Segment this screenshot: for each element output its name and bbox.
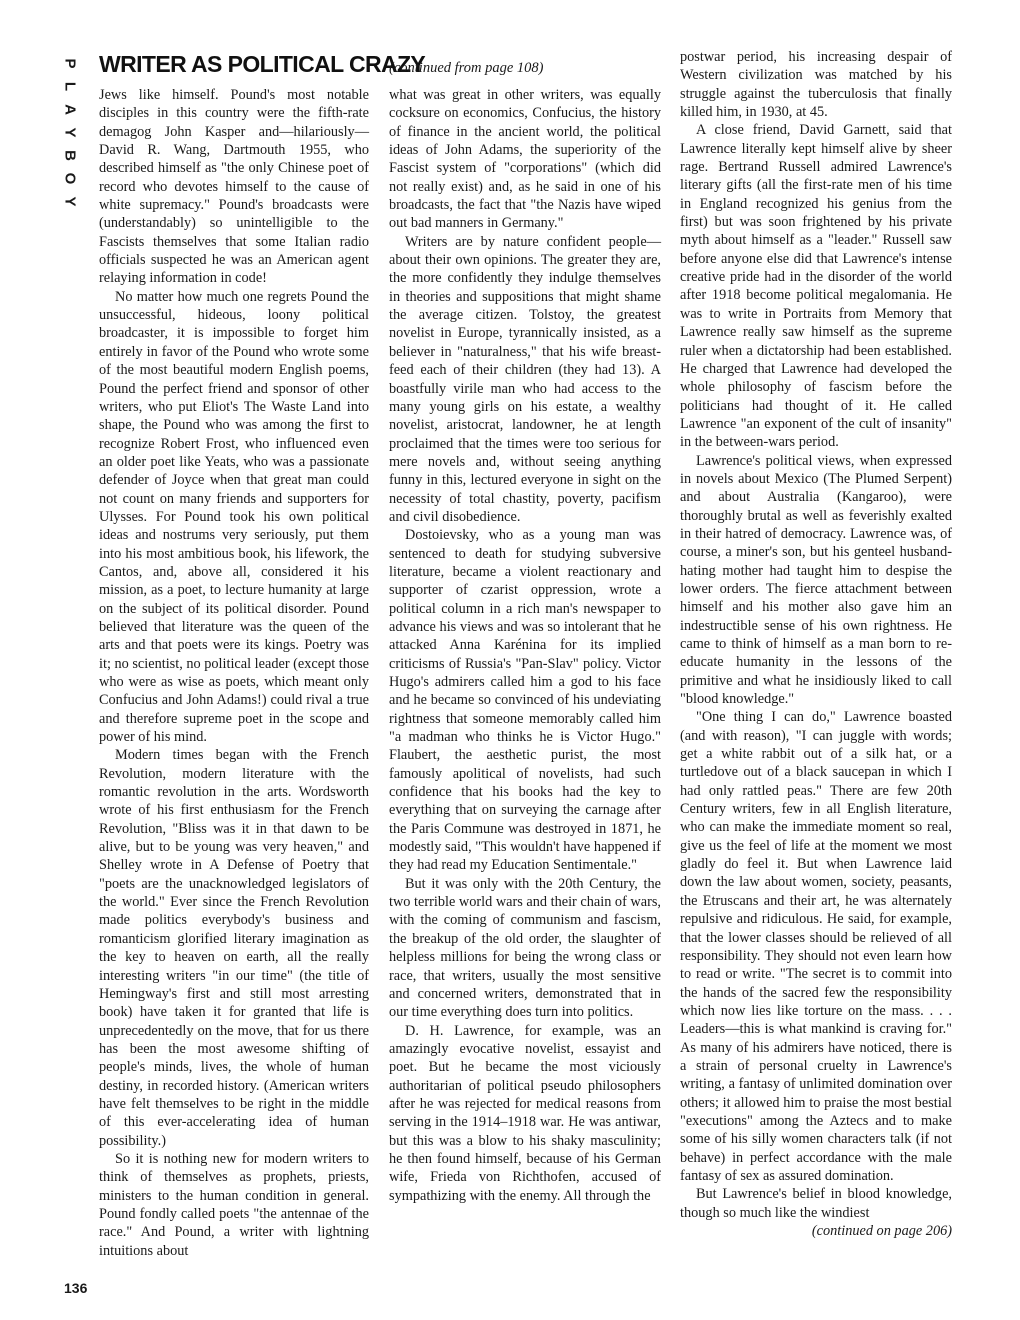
paragraph: Writers are by nature confident people—about their own opinions. The greater they are, the more confidently they indulge themselves in theories and suppositions that might shame the average citizen. Tolstoy, the greatest novelist in Europe, tyrannically insisted, as a believer in "naturalness," that his wife breast-feed each of their children (they had 13). A boastfully virile man who had access to the many young girls on his estate, a wealthy novelist, aristocrat, landowner, he at length proclaimed that the times were too serious for mere novels and, without seeing anything funny in this, lectured everyone in sight on the necessity of total chastity, poverty, pacifism and civil disobedience. <box>389 233 661 525</box>
continued-from-note: (continued from page 108) <box>389 60 544 76</box>
paragraph: So it is nothing new for modern writers to think of themselves as prophets, priests, ministers to the human condition in general. Pound fondly called poets "the antennae of the race." And Pound, a writer with lightning intuitions about <box>99 1150 369 1259</box>
paragraph: postwar period, his increasing despair of Western civilization was matched by his struggle against the tuberculosis that finally killed him, in 1930, at 45. <box>680 49 952 121</box>
article-headline: WRITER AS POLITICAL CRAZY <box>99 51 426 77</box>
brand-letter: Y <box>61 127 79 138</box>
column-2 <box>389 86 661 1205</box>
column-3 <box>680 48 952 1240</box>
paragraph: "One thing I can do," Lawrence boasted (and with reason), "I can juggle with words; get a white rabbit out of a silk hat, or a turtledove out of a black saucepan in which I had only rattled peas." There are few 20th Century writers, few in all English literature, who can make the immediate moment so real, give us the feel of life at the moment we most gladly do feel it. But when Lawrence laid down the law about women, society, peasants, the Etruscans and their art, he was alternately repulsive and ridiculous. He said, for example, that the lower classes should be relieved of all responsibility. They should not even learn how to read or write. "The secret is to commit into the hands of the sacred few the responsibility which now lies like torture on the mass. . . . Leaders—this is what mankind is craving for." As many of his admirers have noticed, there is a strain of personal cruelty in Lawrence's writing, a fantasy of unlimited domination over others; it allowed him to praise the most bestial "executions" among the Aztecs and to make some of his silly women characters talk (if not behave) in perfect accordance with the male fantasy of sex as assured domination. <box>680 709 952 1184</box>
paragraph: A close friend, David Garnett, said that Lawrence literally kept himself alive by sheer rage. Bertrand Russell admired Lawrence's literary gifts (all the first-rate men of his time in England recognized his genius from the first) but was soon frightened by his private myth about himself as a "leader." Russell saw before anyone else did that Lawrence's intense creative pride had in the disorder of the world after 1918 become political megalomania. He was to write in Portraits from Memory that Lawrence really saw himself as the supreme ruler when a dictatorship had been established. He charged that Lawrence had developed the whole philosophy of fascism before the politicians had thought of it. He called Lawrence "an exponent of the cult of insanity" in the between-wars period. <box>680 122 952 451</box>
paragraph: what was great in other writers, was equally cocksure on economics, Confucius, the history of finance in the ancient world, the political ideas of John Adams, the superiority of the Fascist system of "corporations" (which did not really exist) and, as he said in one of his broadcasts, the fact that "the Nazis have wiped out bad manners in Germany." <box>389 87 661 232</box>
magazine-brand-vertical <box>58 52 82 213</box>
paragraph: Jews like himself. Pound's most notable disciples in this country were the fifth-rate demagog John Kasper and—hilariously—David R. Wang, Dartmouth 1955, who described himself as "the only Chinese poet of record who devotes himself to the cause of white supremacy." Pound's broadcasts were (understandably) so unintelligible to the Fascists themselves that some Italian radio officials suspected he was an American agent relaying information in code! <box>99 87 369 287</box>
paragraph: D. H. Lawrence, for example, was an amazingly evocative novelist, essayist and poet. But he became the most viciously authoritarian of political pseudo philosophers after he was rejected for medical reasons from serving in the 1914–1918 war. He was antiwar, but this was a blow to his shaky masculinity; he then found himself, because of his German wife, Frieda von Richthofen, accused of sympathizing with the enemy. All through the <box>389 1022 661 1204</box>
paragraph: Modern times began with the French Revolution, modern literature with the romantic revolution in the arts. Wordsworth wrote of his first enthusiasm for the French Revolution, "Bliss was it in that dawn to be alive, but to be young was very heaven," and Shelley wrote in A Defense of Poetry that "poets are the unacknowledged legislators of the world." Ever since the French Revolution made politics everybody's business and romanticism glorified literary imagination as the key to heaven on earth, all the really interesting writers "in our time" (the title of Hemingway's first and still most arresting book) have taken it for granted that life is unprecedentedly on the move, that for us there has been the most awesome shifting of people's minds, lives, the whole of human destiny, in recorded history. (American writers have felt themselves to be right in the middle of this ever-accelerating idea of human possibility.) <box>99 747 369 1149</box>
paragraph: But it was only with the 20th Century, the two terrible world wars and their chain of wars, with the coming of communism and fascism, the breakup of the old order, the slaughter of helpless millions for being the wrong class or race, that writers, usually the most sensitive and concerned writers, demonstrated that in our time everything does turn into politics. <box>389 875 661 1021</box>
brand-letter: A <box>61 104 79 115</box>
brand-letter: L <box>61 81 79 92</box>
brand-letter: P <box>61 58 79 69</box>
paragraph: Dostoievsky, who as a young man was sentenced to death for studying subversive literature, became a violent reactionary and supporter of czarist oppression, wrote a political column in a rich man's newspaper to advance his views and was so intolerant that he attacked Anna Karénina for its implied criticisms of Russia's "Pan-Slav" policy. Victor Hugo's admirers called him a god to his face and he became so convinced of his undeviating rightness that someone memorably called him "a madman who thinks he is Victor Hugo." Flaubert, the aesthetic purist, the most famously apolitical of novelists, had such confidence that his books had the key to everything that on surveying the carnage after the Paris Commune was destroyed in 1871, he modestly said, "This wouldn't have happened if they had read my Education Sentimentale." <box>389 527 661 874</box>
paragraph: Lawrence's political views, when expressed in novels about Mexico (The Plumed Serpent) and about Australia (Kangaroo), were thoroughly brutal as well as feverishly exalted in their hatred of democracy. Lawrence was, of course, a miner's son, but his genteel husband-hating mother had taught him to despise the lower orders. The fierce attachment between himself and his mother also gave him an indestructible sense of his own rightness. He came to think of himself as a man born to re-educate humanity in the lessons of the primitive and what he insidiously liked to call "blood knowledge." <box>680 452 952 708</box>
paragraph: No matter how much one regrets Pound the unsuccessful, hideous, loony political broadcaster, it is impossible to forget him entirely in favor of the Pound who wrote some of the most beautiful modern English poems, Pound the perfect friend and sponsor of other writers, who put Eliot's The Waste Land into shape, the Pound who was among the first to recognize Robert Frost, who influenced even an older poet like Yeats, who was a passionate defender of Joyce when that great man could not count on many friends and supporters for Ulysses. For Pound took his own political ideas and nostrums very seriously, put them into his most ambitious book, his lifework, the Cantos, and, above all, considered it his mission, as a poet, to lecture humanity at large on the subject of its political disorder. Pound believed that literature was the queen of the arts and that poets were its kings. Poetry was it; no scientist, no political leader (except those who were as wise as poets, which meant only Confucius and John Adams!) could rival a true and therefore supreme poet in the scope and power of his mind. <box>99 288 369 746</box>
continued-on-note: (continued on page 206) <box>811 1223 952 1239</box>
brand-letter: Y <box>61 196 79 207</box>
column-1 <box>99 86 369 1260</box>
paragraph: But Lawrence's belief in blood knowledge, though so much like the windiest <box>680 1186 952 1221</box>
brand-letter: O <box>61 172 79 185</box>
brand-letter: B <box>61 150 79 161</box>
page-number: 136 <box>64 1280 88 1296</box>
